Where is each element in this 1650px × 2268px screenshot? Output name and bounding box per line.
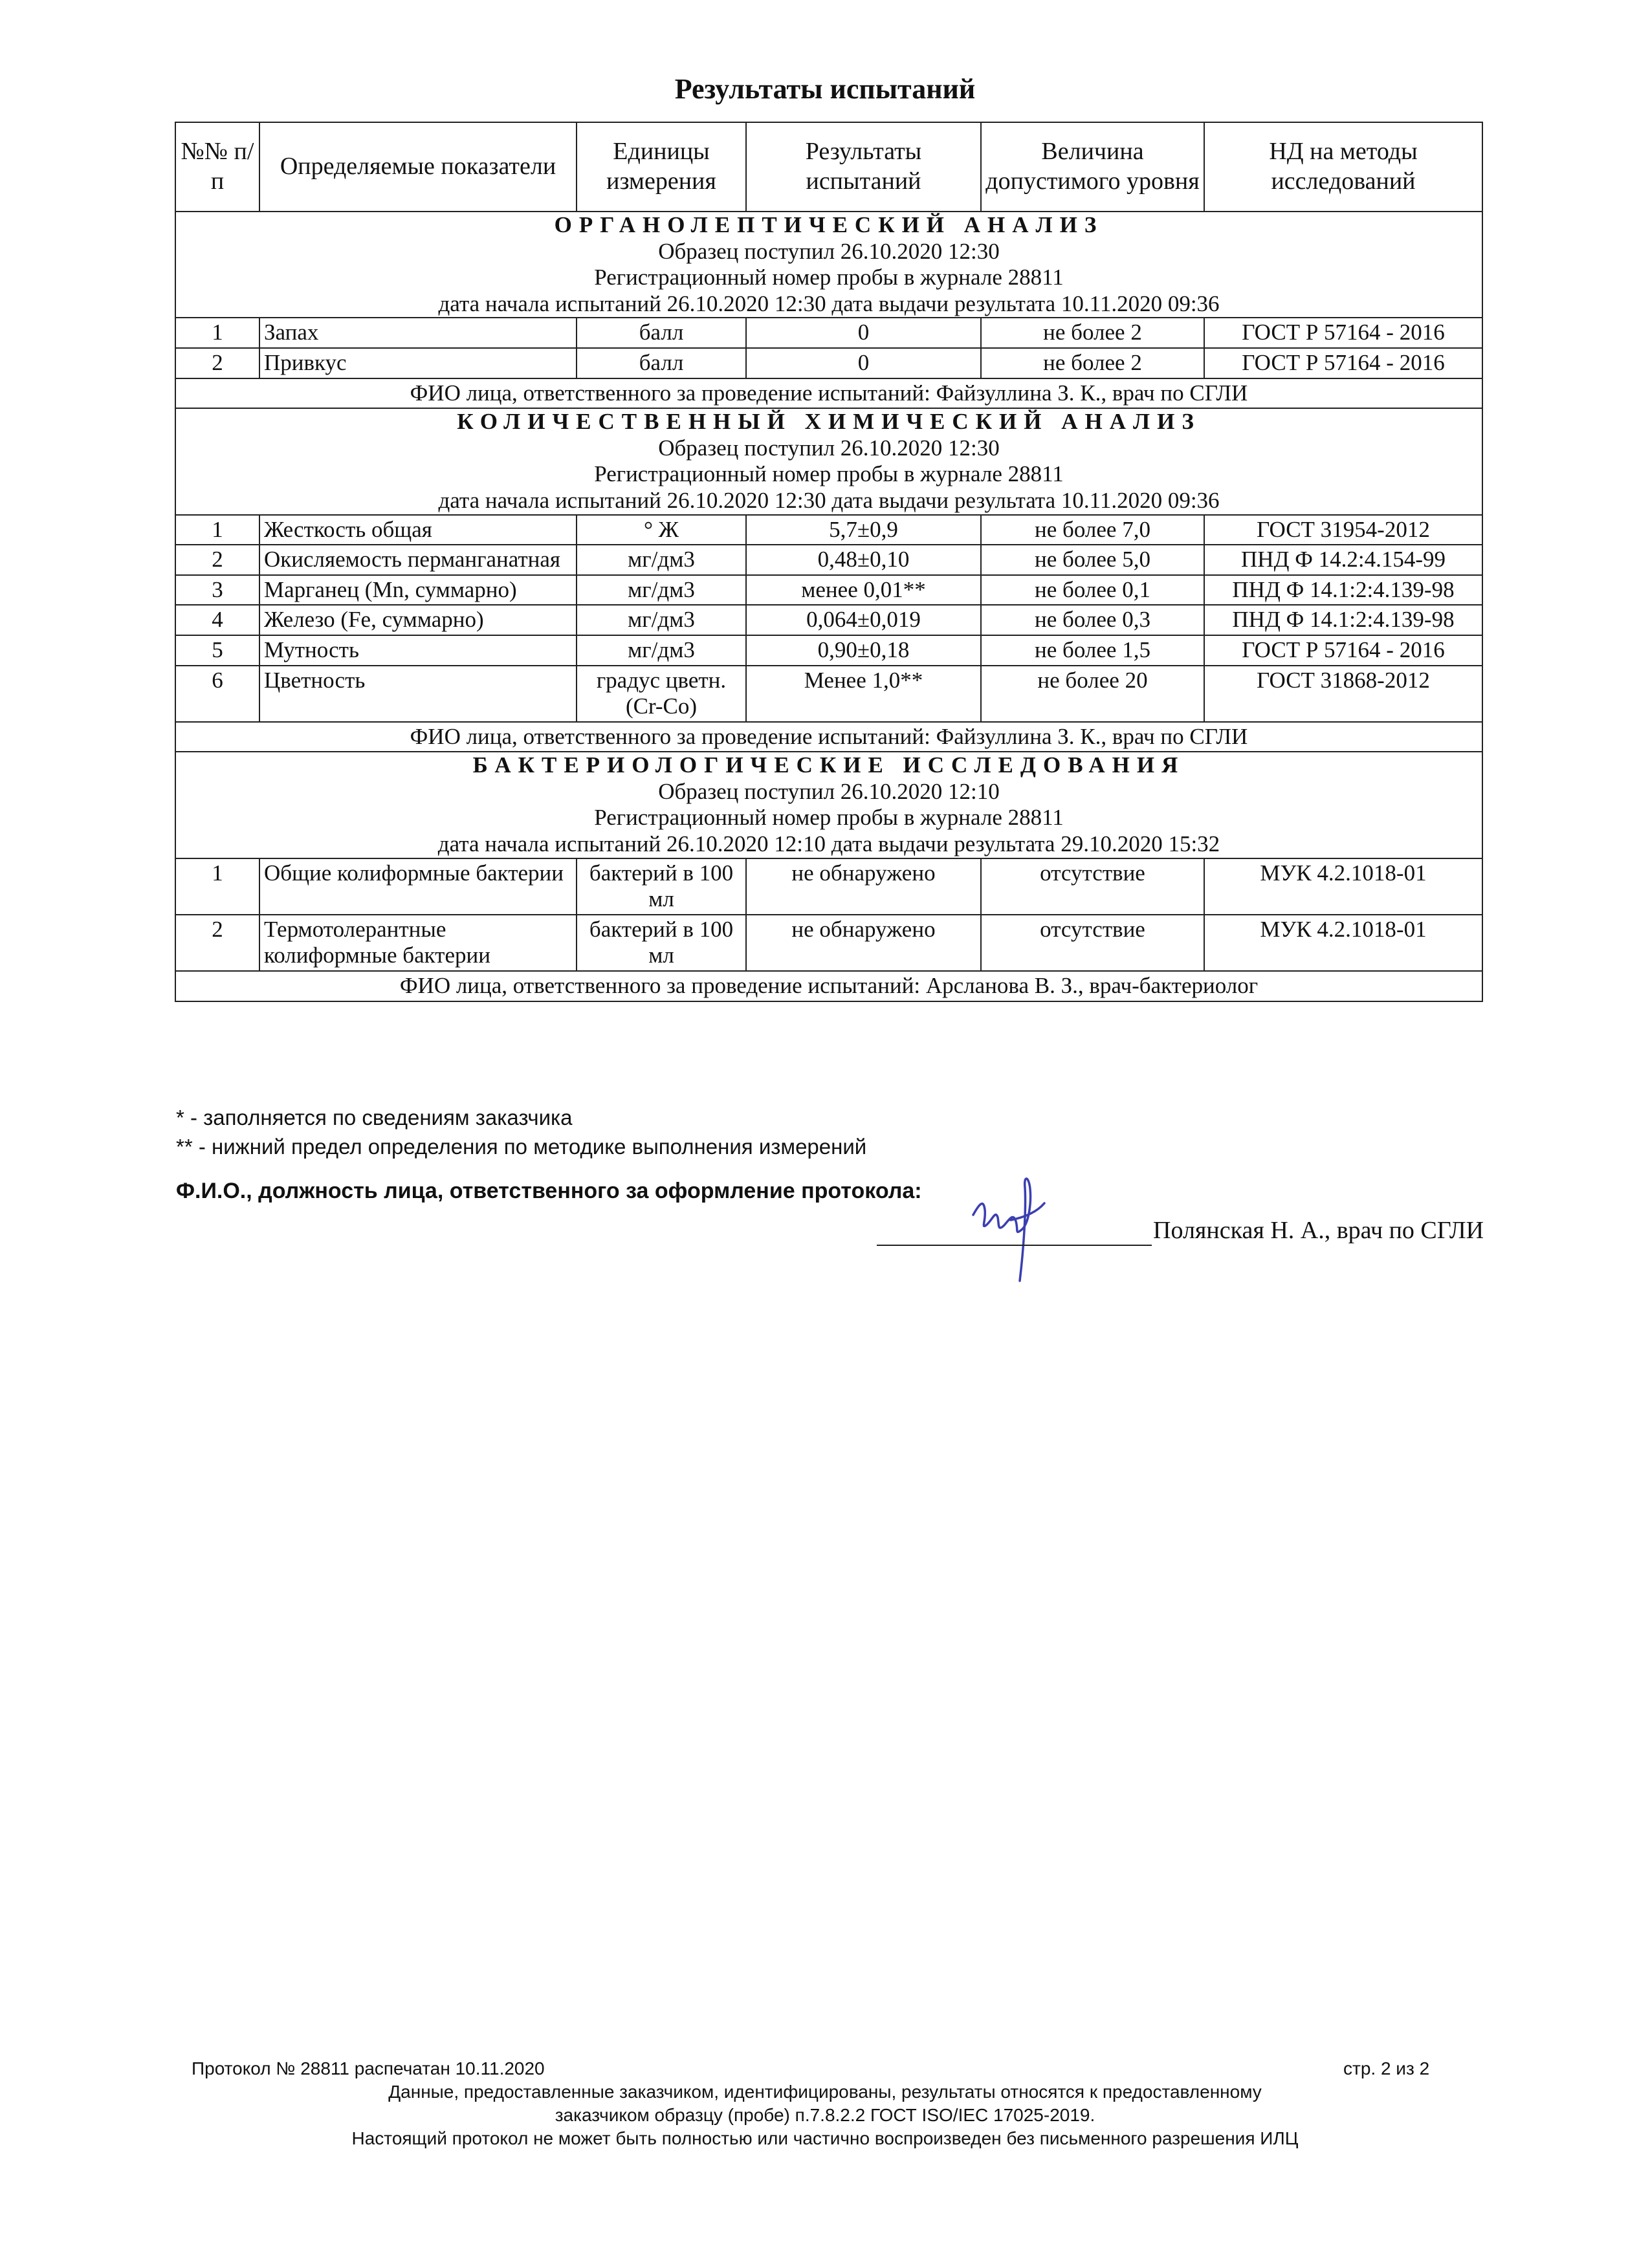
cell-unit: мг/дм3 xyxy=(577,605,746,635)
footnote-detection-limit: ** - нижний предел определения по методике выполнения измерений xyxy=(176,1134,867,1159)
cell-limit: не более 1,5 xyxy=(981,635,1204,666)
cell-method: МУК 4.2.1018-01 xyxy=(1204,915,1482,971)
section-header xyxy=(175,752,1482,858)
cell-method: ПНД Ф 14.1:2:4.139-98 xyxy=(1204,605,1482,635)
footer-protocol: Протокол № 28811 распечатан 10.11.2020 xyxy=(192,2058,545,2078)
registration-number: Регистрационный номер пробы в журнале 28811 xyxy=(594,461,1064,487)
cell-indicator: Окисляемость перманганатная xyxy=(259,545,577,575)
cell-number: 1 xyxy=(175,515,259,545)
table-row xyxy=(175,666,1482,722)
cell-unit: мг/дм3 xyxy=(577,545,746,575)
cell-unit: ° Ж xyxy=(577,515,746,545)
cell-unit: мг/дм3 xyxy=(577,575,746,605)
table-header-row xyxy=(175,122,1482,212)
footnotes xyxy=(176,1104,866,1161)
cell-indicator: Общие колиформные бактерии xyxy=(259,858,577,915)
table-row xyxy=(175,858,1482,915)
test-dates: дата начала испытаний 26.10.2020 12:30 дата выдачи результата 10.11.2020 09:36 xyxy=(438,290,1220,316)
table-row xyxy=(175,515,1482,545)
cell-unit: бактерий в 100 мл xyxy=(577,915,746,971)
sample-received: Образец поступил 26.10.2020 12:10 xyxy=(658,778,1000,804)
cell-limit: отсутствие xyxy=(981,858,1204,915)
cell-method: ПНД Ф 14.2:4.154-99 xyxy=(1204,545,1482,575)
footer-page-number: стр. 2 из 2 xyxy=(1343,2058,1430,2078)
cell-result: менее 0,01** xyxy=(746,575,981,605)
cell-indicator: Марганец (Mn, суммарно) xyxy=(259,575,577,605)
cell-method: ПНД Ф 14.1:2:4.139-98 xyxy=(1204,575,1482,605)
footer-line-2: заказчиком образцу (пробе) п.7.8.2.2 ГОСТ ISO/IEC 17025-2019. xyxy=(555,2105,1095,2125)
cell-indicator: Цветность xyxy=(259,666,577,722)
cell-result: Менее 1,0** xyxy=(746,666,981,722)
cell-limit: не более 2 xyxy=(981,318,1204,348)
cell-result: 0 xyxy=(746,318,981,348)
cell-method: ГОСТ 31954-2012 xyxy=(1204,515,1482,545)
cell-unit: мг/дм3 xyxy=(577,635,746,666)
protocol-responsible-label: Ф.И.О., должность лица, ответственного за оформление протокола: xyxy=(176,1179,922,1203)
header-indicator: Определяемые показатели xyxy=(259,122,577,212)
cell-result: не обнаружено xyxy=(746,858,981,915)
table-row xyxy=(175,348,1482,378)
signer-name: Полянская Н. А., врач по СГЛИ xyxy=(1153,1217,1484,1244)
cell-indicator: Железо (Fe, суммарно) xyxy=(259,605,577,635)
section-title: КОЛИЧЕСТВЕННЫЙ ХИМИЧЕСКИЙ АНАЛИЗ xyxy=(457,409,1201,435)
header-limit: Величина допустимого уровня xyxy=(981,122,1204,212)
cell-result: 5,7±0,9 xyxy=(746,515,981,545)
registration-number: Регистрационный номер пробы в журнале 28811 xyxy=(594,265,1064,290)
cell-indicator: Привкус xyxy=(259,348,577,378)
section-chemical xyxy=(175,408,1482,752)
responsible-person: ФИО лица, ответственного за проведение испытаний: Файзуллина З. К., врач по СГЛИ xyxy=(175,378,1482,409)
table-row xyxy=(175,605,1482,635)
table-row xyxy=(175,635,1482,666)
page-title: Результаты испытаний xyxy=(674,73,976,105)
table-row xyxy=(175,915,1482,971)
section-organoleptic xyxy=(175,212,1482,408)
signature-line xyxy=(877,1243,1152,1246)
section-header xyxy=(175,212,1482,318)
responsible-person: ФИО лица, ответственного за проведение испытаний: Арсланова В. З., врач-бактериолог xyxy=(175,971,1482,1001)
responsible-person: ФИО лица, ответственного за проведение испытаний: Файзуллина З. К., врач по СГЛИ xyxy=(175,722,1482,752)
sample-received: Образец поступил 26.10.2020 12:30 xyxy=(658,238,1000,264)
cell-result: 0,90±0,18 xyxy=(746,635,981,666)
cell-limit: не более 2 xyxy=(981,348,1204,378)
header-number: №№ п/п xyxy=(175,122,259,212)
handwritten-signature-icon xyxy=(964,1158,1068,1300)
cell-unit: градус цветн.(Cr-Co) xyxy=(577,666,746,722)
cell-indicator: Мутность xyxy=(259,635,577,666)
section-title: ОРГАНОЛЕПТИЧЕСКИЙ АНАЛИЗ xyxy=(554,212,1104,237)
cell-indicator: Жесткость общая xyxy=(259,515,577,545)
cell-unit: балл xyxy=(577,318,746,348)
test-dates: дата начала испытаний 26.10.2020 12:30 дата выдачи результата 10.11.2020 09:36 xyxy=(438,487,1220,513)
cell-number: 4 xyxy=(175,605,259,635)
cell-limit: не более 5,0 xyxy=(981,545,1204,575)
section-title: БАКТЕРИОЛОГИЧЕСКИЕ ИССЛЕДОВАНИЯ xyxy=(472,752,1185,778)
cell-limit: отсутствие xyxy=(981,915,1204,971)
cell-limit: не более 7,0 xyxy=(981,515,1204,545)
table-row xyxy=(175,575,1482,605)
cell-number: 3 xyxy=(175,575,259,605)
cell-number: 2 xyxy=(175,545,259,575)
cell-method: ГОСТ Р 57164 - 2016 xyxy=(1204,318,1482,348)
test-dates: дата начала испытаний 26.10.2020 12:10 дата выдачи результата 29.10.2020 15:32 xyxy=(437,831,1220,857)
table-row xyxy=(175,545,1482,575)
table-row xyxy=(175,318,1482,348)
cell-number: 5 xyxy=(175,635,259,666)
section-header xyxy=(175,408,1482,514)
cell-result: 0 xyxy=(746,348,981,378)
cell-limit: не более 0,3 xyxy=(981,605,1204,635)
cell-result: не обнаружено xyxy=(746,915,981,971)
registration-number: Регистрационный номер пробы в журнале 28811 xyxy=(594,805,1064,831)
cell-limit: не более 20 xyxy=(981,666,1204,722)
cell-unit: бактерий в 100 мл xyxy=(577,858,746,915)
cell-number: 1 xyxy=(175,858,259,915)
cell-result: 0,48±0,10 xyxy=(746,545,981,575)
header-method: НД на методы исследований xyxy=(1204,122,1482,212)
footer-line-3: Настоящий протокол не может быть полностью или частично воспроизведен без письменного разрешения ИЛЦ xyxy=(351,2128,1299,2148)
sample-received: Образец поступил 26.10.2020 12:30 xyxy=(658,435,1000,461)
footnote-customer: * - заполняется по сведениям заказчика xyxy=(176,1106,573,1129)
cell-number: 2 xyxy=(175,915,259,971)
cell-number: 2 xyxy=(175,348,259,378)
cell-method: ГОСТ Р 57164 - 2016 xyxy=(1204,635,1482,666)
cell-limit: не более 0,1 xyxy=(981,575,1204,605)
cell-unit: балл xyxy=(577,348,746,378)
header-results: Результаты испытаний xyxy=(746,122,981,212)
footer-line-1: Данные, предоставленные заказчиком, идентифицированы, результаты относятся к предоставленному xyxy=(388,2082,1262,2102)
cell-result: 0,064±0,019 xyxy=(746,605,981,635)
cell-method: ГОСТ 31868-2012 xyxy=(1204,666,1482,722)
header-units: Единицы измерения xyxy=(577,122,746,212)
section-bacteriological xyxy=(175,752,1482,1001)
results-table xyxy=(175,122,1483,1002)
cell-indicator: Запах xyxy=(259,318,577,348)
cell-indicator: Термотолерантные колиформные бактерии xyxy=(259,915,577,971)
cell-method: МУК 4.2.1018-01 xyxy=(1204,858,1482,915)
cell-number: 6 xyxy=(175,666,259,722)
cell-method: ГОСТ Р 57164 - 2016 xyxy=(1204,348,1482,378)
cell-number: 1 xyxy=(175,318,259,348)
